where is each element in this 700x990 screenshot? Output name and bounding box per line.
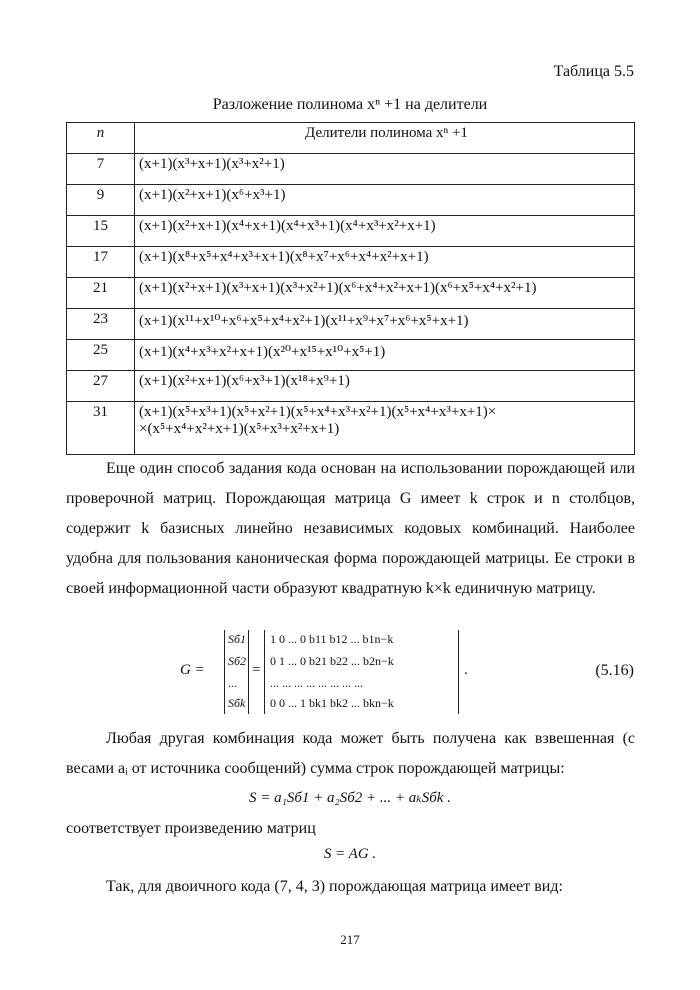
matrix-row: 1 0 ... 0 b11 b12 ... b1n−k [270, 632, 394, 646]
row-divisors-line1: (x+1)(x⁵+x³+1)(x⁵+x²+1)(x⁵+x⁴+x³+x²+1)(x⁵+x⁴+x³+x+1)× [139, 404, 497, 420]
matrix-right-bar [248, 630, 249, 714]
page-number: 217 [340, 932, 360, 947]
table-row [67, 154, 635, 185]
matrix-left-bar [264, 630, 265, 714]
equation-number: (5.16) [595, 662, 634, 679]
equation-weighted-sum: S = a₁Sб1 + a₂Sб2 + ... + aₖSбk . [249, 790, 451, 806]
row-divisors: (x+1)(x¹¹+x¹⁰+x⁶+x⁵+x⁴+x²+1)(x¹¹+x⁹+x⁷+x⁶+x⁵+x+1) [135, 309, 635, 340]
generator-matrix [180, 630, 480, 714]
table-header-row [67, 123, 635, 154]
row-n: 9 [67, 185, 135, 216]
row-divisors-line2: ×(x⁵+x⁴+x²+x+1)(x⁵+x³+x²+x+1) [139, 421, 340, 437]
table-row [67, 340, 635, 371]
header-divisors: Делители полинома xⁿ +1 [135, 123, 635, 154]
row-divisors: (x+1)(x⁸+x⁵+x⁴+x³+x+1)(x⁸+x⁷+x⁶+x⁴+x²+x+1) [135, 247, 635, 278]
paragraph-weighted-sum: Любая другая комбинация кода может быть получена как взвешенная (с весами aᵢ от источника сообщений) сумма строк порождающей матрицы: [66, 730, 635, 777]
matrix-lhs: G = [180, 662, 205, 678]
table-row [67, 371, 635, 402]
row-divisors: (x+1)(x²+x+1)(x⁶+x³+1) [135, 185, 635, 216]
matrix-right-bar [458, 630, 459, 714]
paragraph-example: Так, для двоичного кода (7, 4, 3) порождающая матрица имеет вид: [106, 878, 563, 895]
table-row [67, 185, 635, 216]
paragraph-product: соответствует произведению матриц [66, 820, 316, 837]
row-n: 7 [67, 154, 135, 185]
matrix-s-row: Sб1 [228, 632, 247, 646]
row-n: 25 [67, 340, 135, 371]
matrix-eq-sign: = [252, 662, 261, 678]
paragraph-generator-matrix: Еще один способ задания кода основан на использовании порождающей или проверочной матриц. Порождающая матрица G имеет k строк и n столбцов, содержит k базисных линейно независимых кодовых комбинаций. Наиболее удобна для пользования каноническая форма порождающей матрицы. Ее строки в своей информационной части образуют квадратную k×k единичную матрицу. [66, 460, 635, 597]
matrix-s-row: ... [228, 676, 237, 690]
matrix-row: ... ... ... ... ... ... ... ... [270, 676, 363, 690]
row-n: 21 [67, 278, 135, 309]
row-divisors: (x+1)(x⁴+x³+x²+x+1)(x²⁰+x¹⁵+x¹⁰+x⁵+1) [135, 340, 635, 371]
row-n: 23 [67, 309, 135, 340]
row-divisors: (x+1)(x²+x+1)(x³+x+1)(x³+x²+1)(x⁶+x⁴+x²+x+1)(x⁶+x⁵+x⁴+x²+1) [135, 278, 635, 309]
row-n: 27 [67, 371, 135, 402]
divisors-table [66, 122, 635, 455]
row-divisors [135, 402, 635, 455]
table-row [67, 247, 635, 278]
header-n: n [67, 123, 135, 154]
row-divisors: (x+1)(x²+x+1)(x⁴+x+1)(x⁴+x³+1)(x⁴+x³+x²+x+1) [135, 216, 635, 247]
row-n: 15 [67, 216, 135, 247]
table-row [67, 402, 635, 455]
matrix-end: . [464, 662, 468, 678]
matrix-row: 0 1 ... 0 b21 b22 ... b2n−k [270, 654, 394, 668]
equation-product: S = AG . [323, 846, 377, 862]
row-n: 31 [67, 402, 135, 455]
row-n: 17 [67, 247, 135, 278]
row-divisors: (x+1)(x²+x+1)(x⁶+x³+1)(x¹⁸+x⁹+1) [135, 371, 635, 402]
table-row [67, 216, 635, 247]
table-title: Разложение полинома xⁿ +1 на делители [212, 96, 488, 113]
matrix-s-row: Sбk [228, 696, 246, 710]
table-caption: Таблица 5.5 [553, 63, 634, 80]
row-divisors: (x+1)(x³+x+1)(x³+x²+1) [135, 154, 635, 185]
table-row [67, 278, 635, 309]
matrix-left-bar [224, 630, 225, 714]
matrix-s-row: Sб2 [228, 654, 247, 668]
table-row [67, 309, 635, 340]
matrix-row: 0 0 ... 1 bk1 bk2 ... bkn−k [270, 696, 394, 710]
